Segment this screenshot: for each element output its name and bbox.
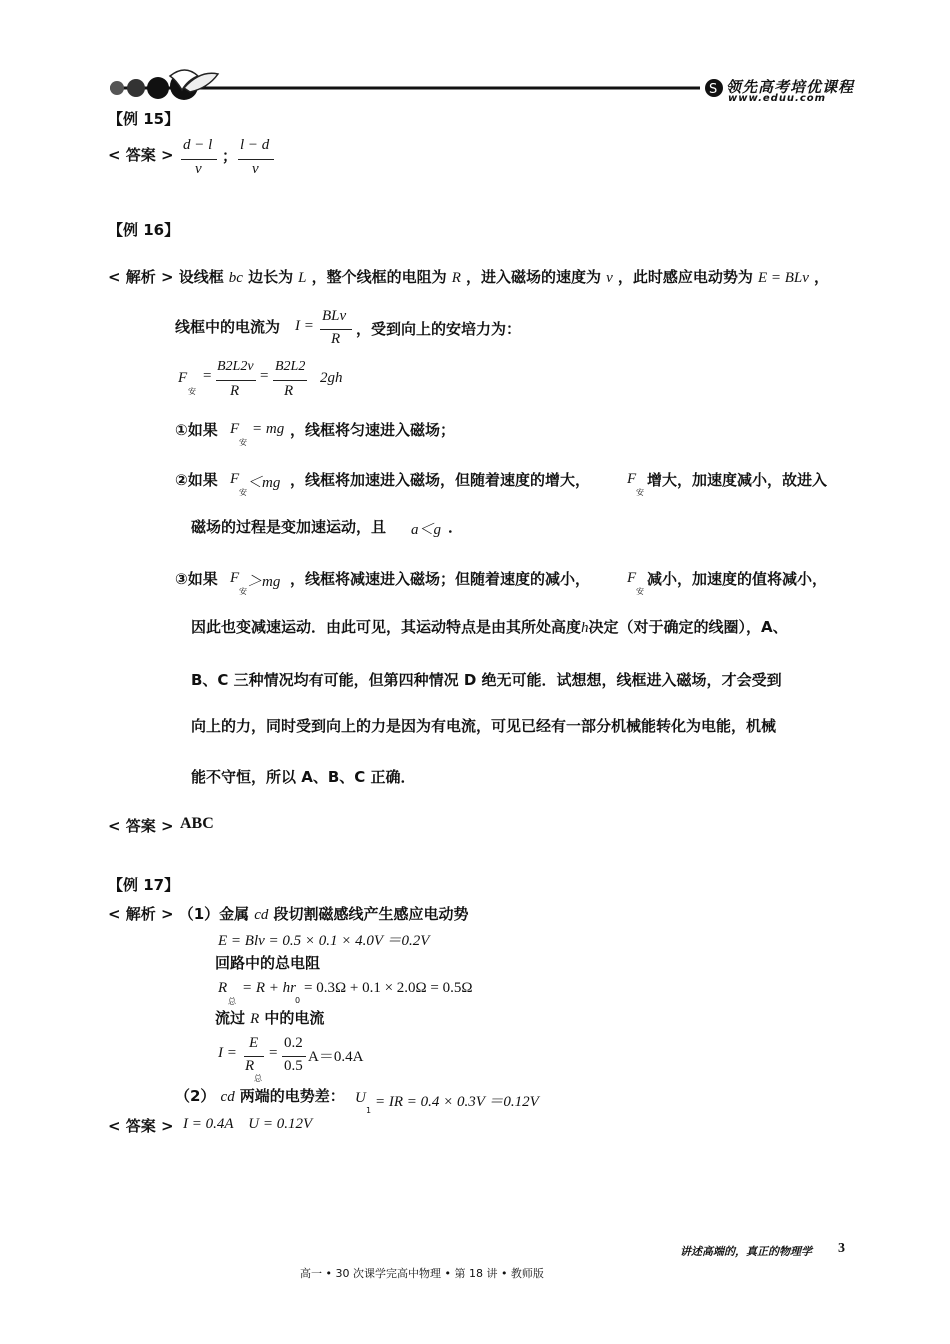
- svg-text:S: S: [709, 82, 718, 97]
- ex16-l3-eq1: =: [203, 368, 212, 384]
- ex17-p2-sub1: 1: [366, 1106, 372, 1115]
- ex16-c1-t2: ，线框将匀速进入磁场；: [290, 421, 456, 439]
- ex16-l2-I-eq: I =: [295, 318, 314, 334]
- ex15-frac1-den: v: [195, 161, 202, 177]
- ex16-l1-t2: 边长为: [248, 268, 294, 286]
- frac-line: [244, 1056, 264, 1057]
- ex16-c2-sub: 安: [239, 488, 247, 497]
- ex17-p2-t1: （2）: [175, 1087, 216, 1105]
- ex16-l3-f2-num: B2L2: [275, 359, 306, 374]
- ex16-l1-t6: ，: [814, 268, 830, 286]
- ex17-answer-label: < 答案 >: [108, 1117, 174, 1135]
- ex16-c2-line2eq: a＜g: [411, 522, 442, 538]
- ex16-c2-F2: F: [627, 471, 637, 487]
- frac-line: [181, 159, 217, 160]
- ex16-analysis-label: < 解析 >: [108, 268, 174, 286]
- ex16-c1-sub: 安: [239, 438, 247, 447]
- ex17-eq3-sub: 总: [254, 1074, 262, 1083]
- ex17-eq3-I: I =: [218, 1045, 237, 1061]
- ex16-l1-t3: ，整个线框的电阻为: [311, 268, 447, 286]
- ex16-l3-F: F: [178, 370, 188, 386]
- ex17-p2-var-cd: cd: [220, 1089, 235, 1105]
- ex15-frac2-den: v: [252, 161, 259, 177]
- ex17-title: 【例 17】: [108, 876, 180, 894]
- ex17-eq3-f2-den: 0.5: [284, 1058, 303, 1074]
- ex17-p1-t2: 段切割磁感线产生感应电动势: [273, 905, 469, 923]
- ex16-c2-line2a: 磁场的过程是变加速运动，且: [191, 518, 387, 536]
- frac-line: [320, 329, 352, 330]
- ex15-sep: ；: [222, 147, 238, 165]
- ex16-c2-t2: ，线框将加速进入磁场，但随着速度的增大，: [290, 471, 591, 489]
- ex16-var-bc: bc: [228, 270, 243, 286]
- ex16-c3-t2: ，线框将减速进入磁场；但随着速度的减小，: [290, 570, 591, 588]
- ex16-var-h: h: [581, 620, 589, 636]
- ex15-frac1-num: d − l: [183, 137, 213, 153]
- ex17-eq3-f1-num: E: [249, 1035, 259, 1051]
- ex16-c3-line2: [191, 616, 788, 637]
- ex16-c3-F2: F: [627, 570, 637, 586]
- frac-line: [273, 380, 307, 381]
- ex17-p1: [108, 903, 469, 924]
- ex17-p2: [175, 1085, 345, 1106]
- ex16-c3-line4: 向上的力，同时受到向上的力是因为有电流，可见已经有一部分机械能转化为电能，机械: [191, 717, 777, 735]
- ex16-c1-eq: = mg: [252, 421, 285, 437]
- ex16-var-L: L: [298, 270, 307, 286]
- ex17-eq2-mid: = R + hr: [242, 980, 296, 996]
- ex16-eq-emf: E = BLv: [757, 270, 809, 286]
- ex16-c2-sub2: 安: [636, 488, 644, 497]
- ex16-var-v: v: [606, 270, 613, 286]
- ex16-l1-t4: ，进入磁场的速度为: [465, 268, 601, 286]
- ex17-current-text: [215, 1007, 324, 1028]
- footer-slogan: 讲述高端的，真正的物理学: [680, 1245, 812, 1258]
- ex16-l1-t5: ，此时感应电动势为: [617, 268, 753, 286]
- frac-line: [282, 1056, 306, 1057]
- ex16-c3-sub: 安: [239, 587, 247, 596]
- ex17-eq2-sub: 总: [228, 997, 236, 1006]
- ex16-l3-sub: 安: [188, 387, 196, 396]
- ex16-c1-F: F: [230, 421, 240, 437]
- ex16-c2-line2b: ．: [448, 518, 464, 536]
- page-number: 3: [838, 1241, 845, 1256]
- ex16-l3-f1-num: B2L2v: [217, 359, 254, 374]
- ex17-var-cd: cd: [254, 907, 269, 923]
- ex15-answer-label: < 答案 >: [108, 146, 174, 164]
- ex16-c3-t3: 减小，加速度的值将减小，: [647, 570, 828, 588]
- ex16-l3-f2-den: R: [284, 383, 294, 399]
- ex16-c3-F: F: [230, 570, 240, 586]
- ex16-answer-label: < 答案 >: [108, 817, 174, 835]
- ex17-eq1: E = Blv = 0.5 × 0.1 × 4.0V ＝0.2V: [218, 933, 430, 949]
- ex16-c2-eq: ＜mg: [247, 475, 281, 491]
- frac-line: [216, 380, 256, 381]
- ex16-var-R: R: [451, 270, 461, 286]
- ex16-title: 【例 16】: [108, 221, 180, 239]
- ex16-answer: ABC: [180, 815, 214, 832]
- ex17-eq3-f2-num: 0.2: [284, 1035, 303, 1051]
- ex17-answer: I = 0.4A U = 0.12V: [183, 1116, 313, 1132]
- ex17-eq2-R: R: [218, 980, 228, 996]
- ex17-current-t1: 流过: [215, 1009, 246, 1027]
- ex17-eq2-tail: = 0.3Ω + 0.1 × 2.0Ω = 0.5Ω: [304, 980, 473, 996]
- ex17-var-R: R: [250, 1011, 260, 1027]
- ex16-c3-line2a: 因此也变减速运动．由此可见，其运动特点是由其所处高度: [191, 618, 582, 636]
- ex16-l3-f1-den: R: [230, 383, 240, 399]
- ex16-l2-t1: 线框中的电流为: [175, 318, 281, 336]
- footer-course: 高一 • 30 次课学完高中物理 • 第 18 讲 • 教师版: [300, 1267, 544, 1280]
- ex17-total-r-text: 回路中的总电阻: [215, 954, 321, 972]
- ex17-eq3-eq: =: [269, 1045, 278, 1061]
- ex17-current-t2: 中的电流: [264, 1009, 325, 1027]
- ex16-l3-eq2: =: [260, 368, 269, 384]
- ex17-eq3-f1-den: R: [245, 1058, 255, 1074]
- ex16-c2-t1: ②如果: [175, 471, 218, 489]
- ex16-l2-frac-num: BLv: [322, 308, 347, 324]
- ex17-p2-U: U: [355, 1090, 366, 1106]
- ex17-analysis-label: < 解析 >: [108, 905, 174, 923]
- ex15-title: 【例 15】: [108, 110, 180, 128]
- ex16-c3-line2b: 决定（对于确定的线圈），A、: [588, 618, 788, 636]
- ex16-c3-line3: B、C 三种情况均有可能，但第四种情况 D 绝无可能．试想想，线框进入磁场，才会受到: [191, 671, 782, 689]
- ex17-eq3-tail: A＝0.4A: [308, 1049, 364, 1065]
- ex16-c3-sub2: 安: [636, 587, 644, 596]
- ex17-p2-eq: = IR = 0.4 × 0.3V ＝0.12V: [375, 1094, 539, 1110]
- ex16-l3-tail: 2gh: [320, 370, 343, 386]
- ex16-c2-t3: 增大，加速度减小，故进入: [647, 471, 828, 489]
- ex17-p1-t1: （1）金属: [178, 905, 250, 923]
- ex17-p2-t2: 两端的电势差：: [239, 1087, 345, 1105]
- ex16-c3-eq: ＞mg: [247, 574, 281, 590]
- brand-logo-text: 领先高考培优课程: [726, 78, 855, 96]
- ex16-l2-frac-den: R: [331, 331, 341, 347]
- brand-url: www.eduu.com: [728, 93, 827, 104]
- ex16-l1-t1: 设线框: [178, 268, 224, 286]
- frac-line: [238, 159, 274, 160]
- ex16-c2-F: F: [230, 471, 240, 487]
- ex16-c3-line5: 能不守恒，所以 A、B、C 正确．: [191, 768, 416, 786]
- ex17-eq2-sub0: 0: [295, 996, 301, 1005]
- ex16-line1: [108, 266, 829, 287]
- ex16-l2-t2: ，受到向上的安培力为：: [356, 320, 522, 338]
- ex16-c1-t1: ①如果: [175, 421, 218, 439]
- ex16-c3-t1: ③如果: [175, 570, 218, 588]
- ex15-frac2-num: l − d: [240, 137, 270, 153]
